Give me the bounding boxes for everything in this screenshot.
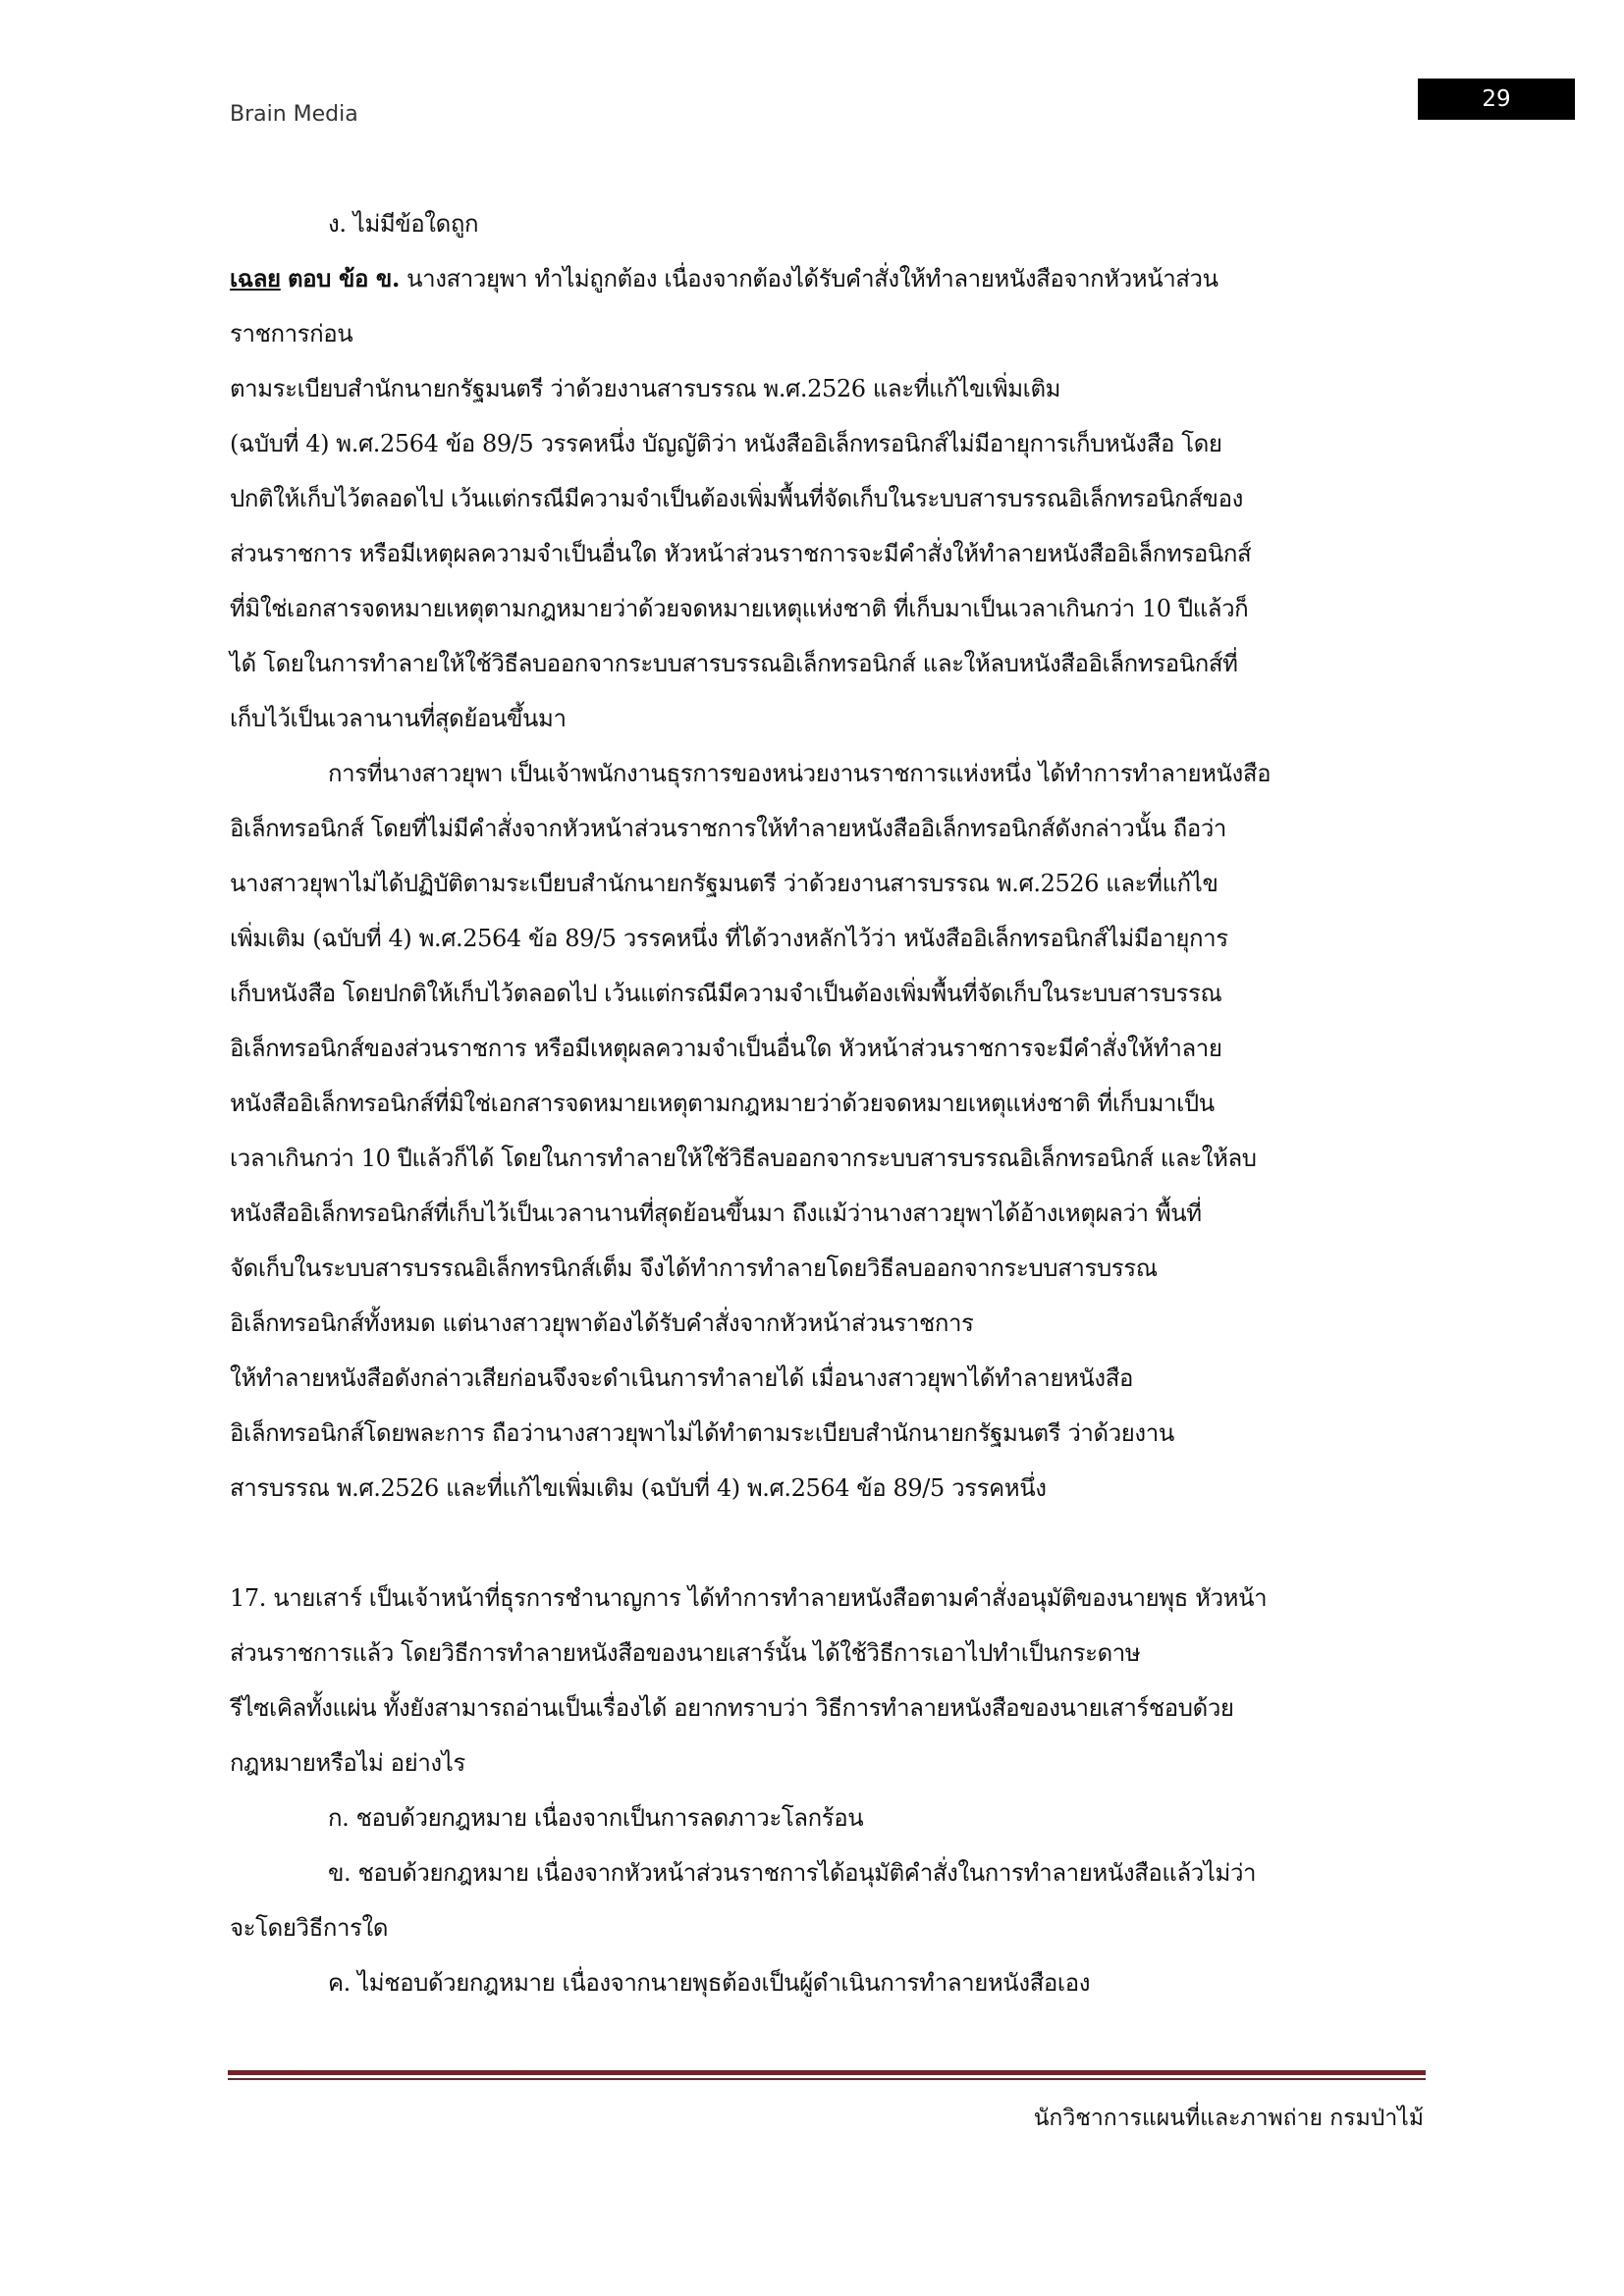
answer-label: เฉลย xyxy=(230,264,281,293)
text-line: อิเล็กทรอนิกส์ทั้งหมด แต่นางสาวยุพาต้องได้รับคำสั่งจากหัวหน้าส่วนราชการ xyxy=(230,1309,974,1337)
paragraph-start: การที่นางสาวยุพา เป็นเจ้าพนักงานธุรการของหน่วยงานราชการแห่งหนึ่ง ได้ทำการทำลายหนังสือ xyxy=(328,760,1272,787)
text-line: จะโดยวิธีการใด xyxy=(230,1914,389,1942)
text-line: ส่วนราชการแล้ว โดยวิธีการทำลายหนังสือของนายเสาร์นั้น ได้ใช้วิธีการเอาไปทำเป็นกระดาษ xyxy=(230,1639,1141,1667)
answer-text: นางสาวยุพา ทำไม่ถูกต้อง เนื่องจากต้องได้รับคำสั่งให้ทำลายหนังสือจากหัวหน้าส่วน xyxy=(399,265,1218,293)
option-d: ง. ไม่มีข้อใดถูก xyxy=(328,210,479,238)
text-line: นางสาวยุพาไม่ได้ปฏิบัติตามระเบียบสำนักนายกรัฐมนตรี ว่าด้วยงานสารบรรณ พ.ศ.2526 และที่แก้ไข xyxy=(230,870,1218,897)
text-line: ที่มิใช่เอกสารจดหมายเหตุตามกฎหมายว่าด้วยจดหมายเหตุแห่งชาติ ที่เก็บมาเป็นเวลาเกินกว่า 10 ปีแล้วก็ xyxy=(230,595,1249,622)
text-line: อิเล็กทรอนิกส์ของส่วนราชการ หรือมีเหตุผลความจำเป็นอื่นใด หัวหน้าส่วนราชการจะมีคำสั่งให้ทำลาย xyxy=(230,1035,1222,1062)
text-line: สารบรรณ พ.ศ.2526 และที่แก้ไขเพิ่มเติม (ฉบับที่ 4) พ.ศ.2564 ข้อ 89/5 วรรคหนึ่ง xyxy=(230,1474,1047,1502)
text-line: เก็บไว้เป็นเวลานานที่สุดย้อนขึ้นมา xyxy=(230,705,567,732)
footer-rule-thin xyxy=(228,2078,1426,2080)
text-line: ราชการก่อน xyxy=(230,320,353,347)
option-a: ก. ชอบด้วยกฎหมาย เนื่องจากเป็นการลดภาวะโลกร้อน xyxy=(328,1804,864,1832)
text-line: อิเล็กทรอนิกส์ โดยที่ไม่มีคำสั่งจากหัวหน้าส่วนราชการให้ทำลายหนังสืออิเล็กทรอนิกส์ดังกล่าวนั้น ถือว่า xyxy=(230,815,1227,842)
text-line: หนังสืออิเล็กทรอนิกส์ที่เก็บไว้เป็นเวลานานที่สุดย้อนขึ้นมา ถึงแม้ว่านางสาวยุพาได้อ้างเหตุผลว่า พื้นที่ xyxy=(230,1200,1202,1227)
answer-line xyxy=(230,251,1418,306)
header-brand: Brain Media xyxy=(230,102,358,127)
spacer xyxy=(230,1516,1418,1571)
text-line: หนังสืออิเล็กทรอนิกส์ที่มิใช่เอกสารจดหมายเหตุตามกฎหมายว่าด้วยจดหมายเหตุแห่งชาติ ที่เก็บมาเป็น xyxy=(230,1090,1215,1117)
text-line: ตามระเบียบสำนักนายกรัฐมนตรี ว่าด้วยงานสารบรรณ พ.ศ.2526 และที่แก้ไขเพิ่มเติม xyxy=(230,375,1061,402)
footer-text: นักวิชาการแผนที่และภาพถ่าย กรมป่าไม้ xyxy=(1033,2106,1424,2131)
option-b: ข. ชอบด้วยกฎหมาย เนื่องจากหัวหน้าส่วนราชการได้อนุมัติคำสั่งในการทำลายหนังสือแล้วไม่ว่า xyxy=(328,1859,1257,1887)
answer-choice: ตอบ ข้อ ข. xyxy=(287,264,400,293)
text-line: เวลาเกินกว่า 10 ปีแล้วก็ได้ โดยในการทำลายให้ใช้วิธีลบออกจากระบบสารบรรณอิเล็กทรอนิกส์ และให้ลบ xyxy=(230,1145,1257,1172)
footer-rule xyxy=(228,2070,1426,2075)
text-line: เพิ่มเติม (ฉบับที่ 4) พ.ศ.2564 ข้อ 89/5 วรรคหนึ่ง ที่ได้วางหลักไว้ว่า หนังสืออิเล็กทรอนิกส์ไม่มีอายุการ xyxy=(230,925,1228,952)
option-c: ค. ไม่ชอบด้วยกฎหมาย เนื่องจากนายพุธต้องเป็นผู้ดำเนินการทำลายหนังสือเอง xyxy=(328,1969,1091,1997)
text-line: จัดเก็บในระบบสารบรรณอิเล็กทรนิกส์เต็ม จึงได้ทำการทำลายโดยวิธีลบออกจากระบบสารบรรณ xyxy=(230,1255,1158,1282)
text-line: ปกติให้เก็บไว้ตลอดไป เว้นแต่กรณีมีความจำเป็นต้องเพิ่มพื้นที่จัดเก็บในระบบสารบรรณอิเล็กทรอนิกส์ของ xyxy=(230,485,1243,512)
text-line: ได้ โดยในการทำลายให้ใช้วิธีลบออกจากระบบสารบรรณอิเล็กทรอนิกส์ และให้ลบหนังสืออิเล็กทรอนิกส์ที่ xyxy=(230,650,1238,677)
text-line: ให้ทำลายหนังสือดังกล่าวเสียก่อนจึงจะดำเนินการทำลายได้ เมื่อนางสาวยุพาได้ทำลายหนังสือ xyxy=(230,1364,1133,1392)
text-line: รีไซเคิลทั้งแผ่น ทั้งยังสามารถอ่านเป็นเรื่องได้ อยากทราบว่า วิธีการทำลายหนังสือของนายเสาร์ชอบด้วย xyxy=(230,1694,1234,1722)
text-line: กฎหมายหรือไม่ อย่างไร xyxy=(230,1749,465,1777)
question-17: 17. นายเสาร์ เป็นเจ้าหน้าที่ธุรการชำนาญการ ได้ทำการทำลายหนังสือตามคำสั่งอนุมัติของนายพุธ หัวหน้า xyxy=(230,1584,1268,1612)
text-line: อิเล็กทรอนิกส์โดยพละการ ถือว่านางสาวยุพาไม่ได้ทำตามระเบียบสำนักนายกรัฐมนตรี ว่าด้วยงาน xyxy=(230,1419,1174,1447)
text-line: ส่วนราชการ หรือมีเหตุผลความจำเป็นอื่นใด หัวหน้าส่วนราชการจะมีคำสั่งให้ทำลายหนังสืออิเล็กทรอนิกส์ xyxy=(230,540,1252,567)
page-body xyxy=(230,196,1418,2010)
page-number: 29 xyxy=(1418,79,1575,120)
text-line: เก็บหนังสือ โดยปกติให้เก็บไว้ตลอดไป เว้นแต่กรณีมีความจำเป็นต้องเพิ่มพื้นที่จัดเก็บในระบบสารบรรณ xyxy=(230,980,1222,1007)
text-line: (ฉบับที่ 4) พ.ศ.2564 ข้อ 89/5 วรรคหนึ่ง บัญญัติว่า หนังสืออิเล็กทรอนิกส์ไม่มีอายุการเก็บหนังสือ โดย xyxy=(230,430,1222,457)
